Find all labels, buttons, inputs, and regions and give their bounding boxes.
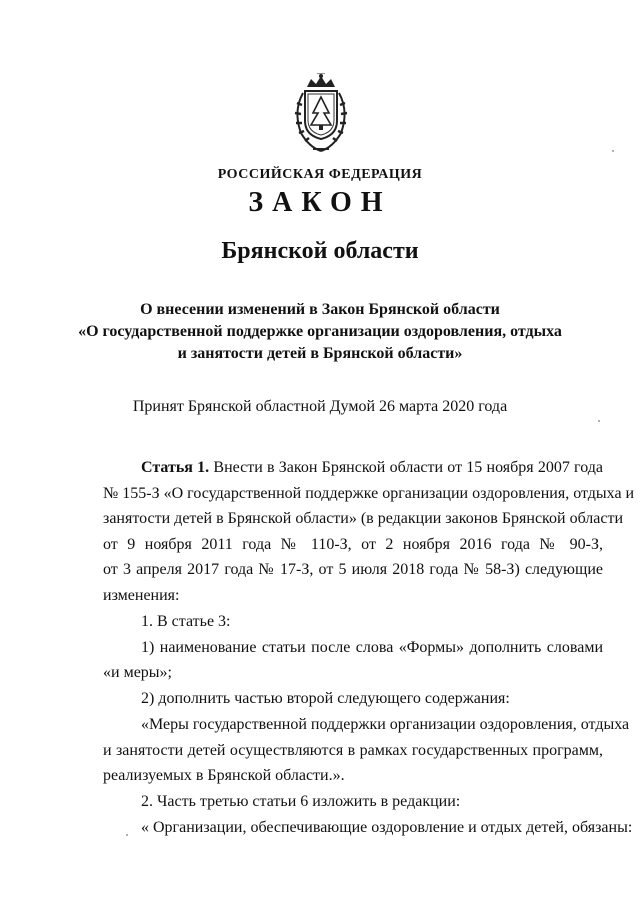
article-1-line-2: № 155-З «О государственной поддержке организации оздоровления, отдыха и — [103, 485, 635, 502]
article-1-label: Статья 1. — [141, 459, 210, 476]
article-1-line-4: от 9 ноября 2011 года № 110-З, от 2 ноября 2016 года № 90-З, — [103, 536, 603, 553]
law-title-line-1: О внесении изменений в Закон Брянской области — [140, 301, 500, 318]
item-2-quote: « Организации, обеспечивающие оздоровление и отдых детей, обязаны: — [141, 819, 633, 836]
scan-speck — [612, 150, 614, 152]
item-1-1-line-1: 1) наименование статьи после слова «Формы» дополнить словами — [141, 639, 603, 656]
law-title-line-2: «О государственной поддержке организации оздоровления, отдыха — [78, 323, 562, 340]
scan-speck — [598, 420, 600, 422]
law-title-line-3: и занятости детей в Брянской области» — [177, 345, 463, 362]
document-type-heading: ЗАКОН — [248, 187, 392, 218]
article-1-text: Внести в Закон Брянской области от 15 ноября 2007 года — [213, 459, 603, 476]
adoption-note: Принят Брянской областной Думой 26 марта 2020 года — [132, 398, 508, 415]
article-1-line-1 — [141, 458, 603, 478]
quote-line-3: реализуемых в Брянской области.». — [103, 767, 345, 784]
item-1: 1. В статье 3: — [141, 613, 231, 630]
item-2: 2. Часть третью статьи 6 изложить в редакции: — [141, 793, 461, 810]
item-1-2: 2) дополнить частью второй следующего содержания: — [141, 690, 510, 707]
quote-line-1: «Меры государственной поддержки организации оздоровления, отдыха — [141, 716, 630, 733]
article-1-line-5: от 3 апреля 2017 года № 17-З, от 5 июля 2018 года № 58-З) следующие — [103, 561, 603, 578]
coat-of-arms-icon — [289, 73, 353, 155]
scan-speck — [126, 834, 128, 836]
article-1-line-6: изменения: — [103, 587, 180, 604]
item-1-1-line-2: «и меры»; — [103, 664, 172, 681]
country-heading: РОССИЙСКАЯ ФЕДЕРАЦИЯ — [217, 167, 423, 182]
quote-line-2: и занятости детей осуществляются в рамках государственных программ, — [103, 742, 603, 759]
region-heading: Брянской области — [221, 238, 419, 264]
article-1-line-3: занятости детей в Брянской области» (в редакции законов Брянской области — [103, 510, 624, 527]
